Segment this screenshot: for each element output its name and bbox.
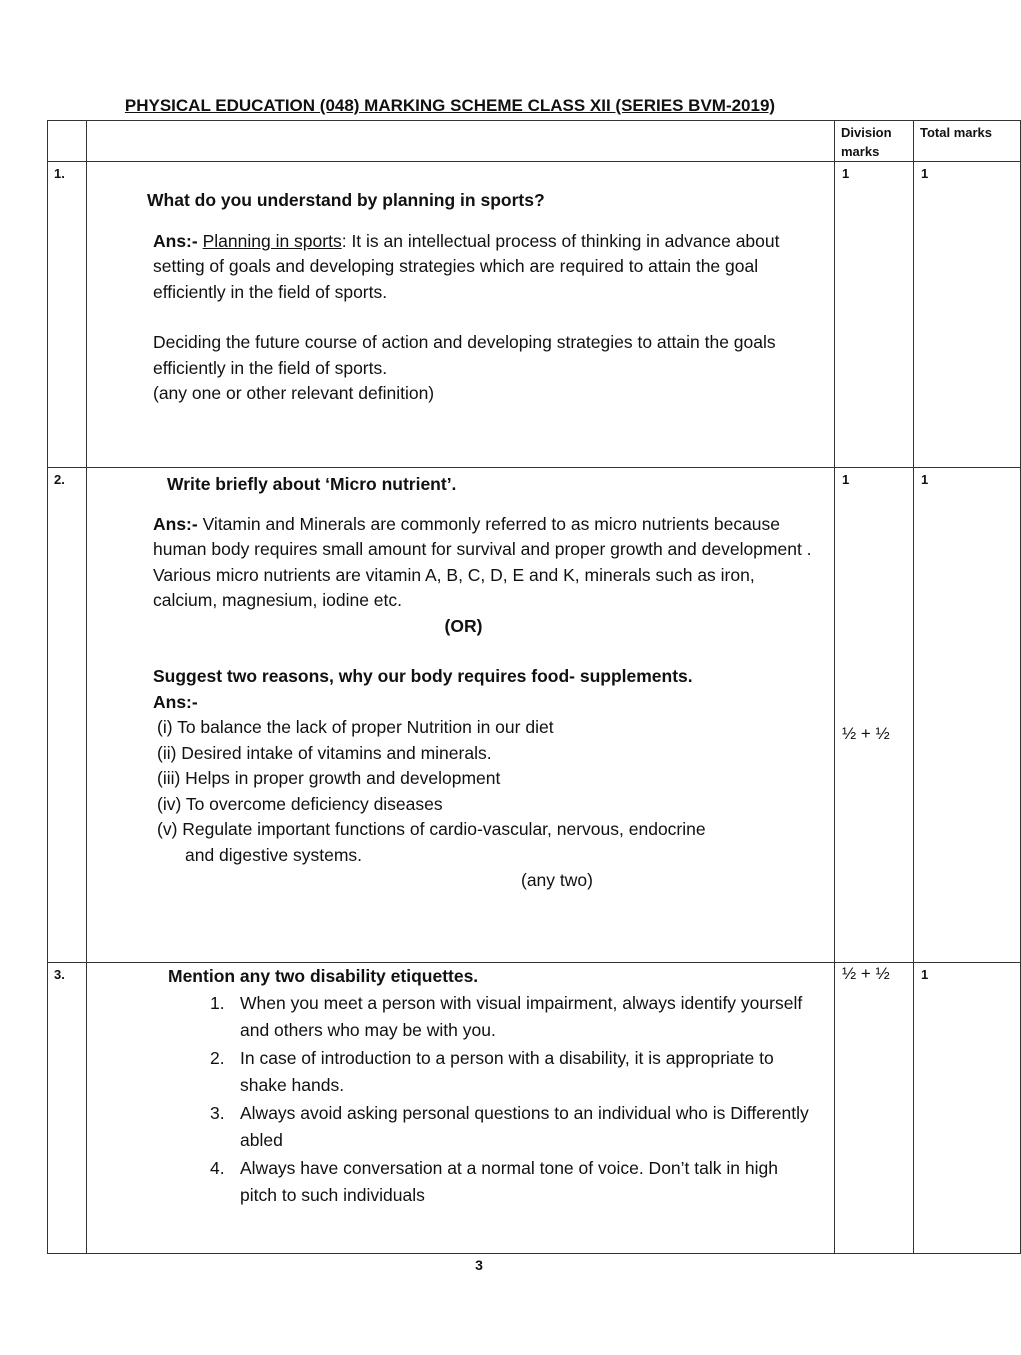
division-mark-cell bbox=[835, 468, 914, 963]
question-body bbox=[87, 963, 835, 1254]
header-blank-cell bbox=[87, 121, 835, 162]
answer-block bbox=[153, 512, 814, 894]
answer-text: : It is an intellectual process of thinking in advance about setting of goals and developing strategies which are required to attain the goal efficiently in the field of sports. bbox=[153, 230, 780, 302]
list-item: (iv) To overcome deficiency diseases bbox=[157, 793, 443, 814]
alternate-division-mark: ½ + ½ bbox=[842, 724, 890, 743]
etiquette-list bbox=[210, 990, 816, 1210]
question-body bbox=[87, 468, 835, 963]
list-item: (ii) Desired intake of vitamins and minerals. bbox=[157, 742, 492, 763]
question-number: 3. bbox=[48, 963, 87, 1254]
division-mark: ½ + ½ bbox=[835, 963, 914, 1254]
answer-paragraph-2: Various micro nutrients are vitamin A, B, C, D, E and K, minerals such as iron, calcium, magnesium, iodine etc. bbox=[153, 564, 755, 610]
answer-paragraph bbox=[153, 512, 814, 563]
division-mark: 1 bbox=[842, 472, 850, 487]
question-number: 1. bbox=[48, 162, 87, 468]
header-blank-cell bbox=[48, 121, 87, 162]
answer-note: (any one or other relevant definition) bbox=[153, 383, 435, 403]
answer-label: Ans:- bbox=[153, 513, 198, 534]
page-number: 3 bbox=[475, 1257, 483, 1273]
question-body bbox=[87, 162, 835, 468]
total-marks-header: Total marks bbox=[914, 121, 1021, 162]
question-number: 2. bbox=[48, 468, 87, 963]
answer-alternate: Deciding the future course of action and developing strategies to attain the goals efficiently in the field of sports. bbox=[153, 332, 776, 378]
or-label: (OR) bbox=[444, 615, 483, 636]
list-item: 4. Always have conversation at a normal tone of voice. Don’t talk in high pitch to such individuals bbox=[210, 1157, 778, 1205]
question-text: What do you understand by planning in sports? bbox=[147, 190, 545, 210]
marking-scheme-table bbox=[47, 120, 1021, 1254]
list-item: 2. In case of introduction to a person with a disability, it is appropriate to shake hands. bbox=[210, 1047, 774, 1095]
list-item: 1. When you meet a person with visual impairment, always identify yourself and others who may be with you. bbox=[210, 992, 803, 1040]
list-item: 3. Always avoid asking personal questions to an individual who is Differently abled bbox=[210, 1102, 809, 1150]
answer-block bbox=[153, 229, 814, 407]
table-row bbox=[48, 162, 1021, 468]
question-text: Mention any two disability etiquettes. bbox=[168, 966, 479, 986]
list-item: (iii) Helps in proper growth and development bbox=[157, 768, 501, 788]
alternate-question: Suggest two reasons, why our body requires food- supplements. bbox=[153, 666, 693, 686]
answer-label: Ans:- bbox=[153, 230, 198, 251]
answer-term: Planning in sports bbox=[202, 230, 342, 251]
answer-note: (any two) bbox=[521, 870, 593, 890]
answer-text: Vitamin and Minerals are commonly referred to as micro nutrients because human body requires small amount for survival and proper growth and development . bbox=[153, 513, 812, 559]
table-row bbox=[48, 963, 1021, 1254]
table-header-row bbox=[48, 121, 1021, 162]
total-mark: 1 bbox=[914, 162, 1021, 468]
list-item: (i) To balance the lack of proper Nutrition in our diet bbox=[157, 717, 554, 737]
answer-paragraph bbox=[153, 229, 814, 306]
total-mark: 1 bbox=[914, 963, 1021, 1254]
question-text: Write briefly about ‘Micro nutrient’. bbox=[167, 474, 457, 494]
list-item: and digestive systems. bbox=[185, 844, 363, 865]
total-mark: 1 bbox=[914, 468, 1021, 963]
division-mark: 1 bbox=[835, 162, 914, 468]
list-item: (v) Regulate important functions of cardio-vascular, nervous, endocrine bbox=[157, 819, 706, 839]
alternate-answer-label: Ans:- bbox=[153, 691, 198, 712]
page-title: PHYSICAL EDUCATION (048) MARKING SCHEME CLASS XII (SERIES BVM-2019) bbox=[124, 96, 776, 115]
division-marks-header: Division marks bbox=[835, 121, 914, 162]
table-row bbox=[48, 468, 1021, 963]
